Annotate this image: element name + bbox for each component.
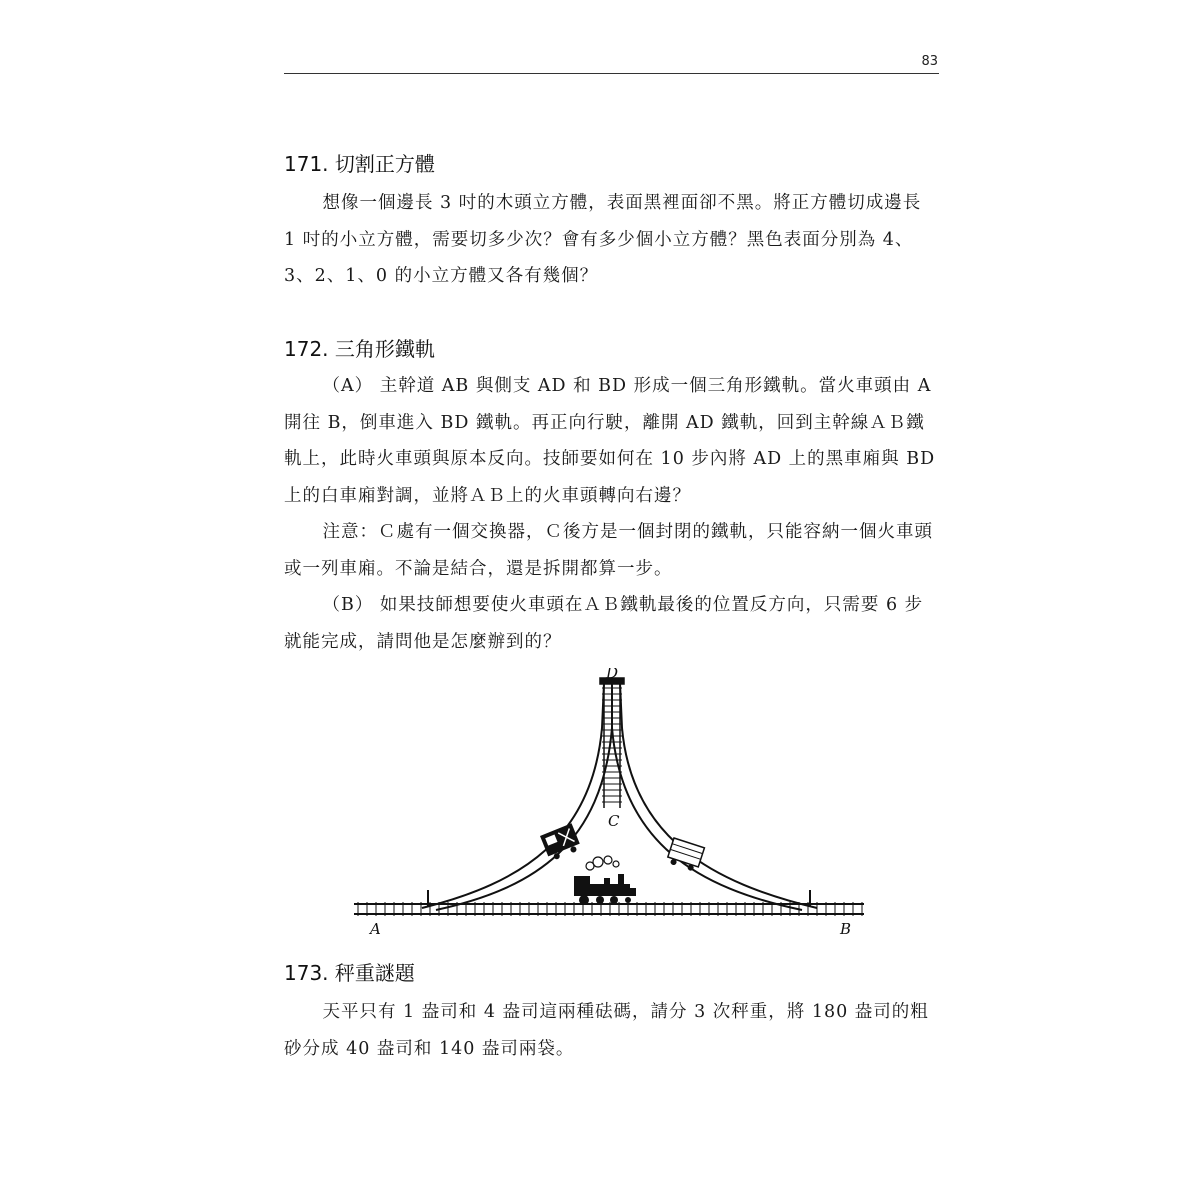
locomotive	[574, 874, 636, 905]
black-wagon	[540, 823, 582, 862]
section-171	[284, 149, 939, 295]
label-a: A	[370, 920, 381, 938]
label-d: D	[606, 668, 619, 682]
paragraph: （A） 主幹道 AB 與側支 AD 和 BD 形成一個三角形鐵軌。當火車頭由 A 開往 B，倒車進入 BD 鐵軌。再正向行駛，離開 AD 鐵軌，回到主幹線ＡＢ鐵軌上，此時火車頭與原本反向。技師要如何在 10 步內將 AD 上的黑車廂與 BD 上的白車廂對調，並將ＡＢ上的火車頭轉向右邊？	[284, 376, 936, 506]
page-number: 83	[921, 54, 938, 69]
white-wagon	[666, 838, 704, 873]
section-title: 173. 秤重謎題	[284, 961, 415, 985]
paragraph: （B） 如果技師想要使火車頭在ＡＢ鐵軌最後的位置反方向，只需要 6 步就能完成，請問他是怎麼辦到的？	[284, 595, 924, 652]
section-title: 171. 切割正方體	[284, 152, 435, 176]
paragraph: 天平只有 1 盎司和 4 盎司這兩種砝碼，請分 3 次秤重，將 180 盎司的粗砂分成 40 盎司和 140 盎司兩袋。	[284, 1002, 929, 1059]
label-b: B	[840, 920, 852, 938]
paragraph: 注意：Ｃ處有一個交換器，Ｃ後方是一個封閉的鐵軌，只能容納一個火車頭或一列車廂。不論是結合，還是拆開都算一步。	[284, 522, 933, 579]
label-c: C	[608, 812, 620, 830]
triangle-railway-figure	[352, 668, 866, 943]
section-173	[284, 958, 939, 1067]
section-172	[284, 334, 939, 660]
section-title: 172. 三角形鐵軌	[284, 337, 435, 361]
header-rule	[284, 73, 939, 74]
paragraph: 想像一個邊長 3 吋的木頭立方體，表面黑裡面卻不黑。將正方體切成邊長 1 吋的小立方體，需要切多少次？會有多少個小立方體？黑色表面分別為 4、3、2、1、0 的小立方體又各有幾個？	[284, 193, 922, 286]
